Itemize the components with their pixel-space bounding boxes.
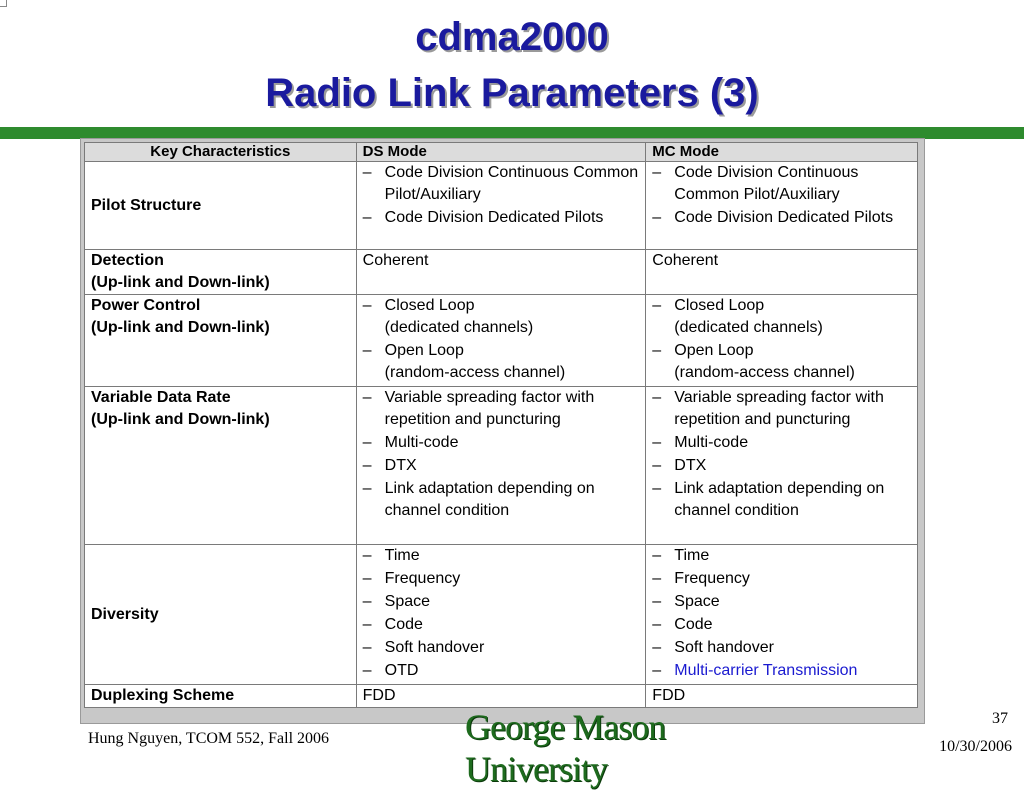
list-item-text: Soft handover [384,639,485,656]
list-item-subtext: (dedicated channels) [384,319,534,336]
dash-bullet: – [652,662,662,679]
dash-bullet: – [362,457,372,474]
list-item [652,478,911,522]
list-item [363,545,640,567]
header-key-characteristics: Key Characteristics [85,143,357,162]
ds-cell [356,295,646,387]
dash-bullet: – [362,342,372,359]
list-item [363,660,640,682]
mc-cell [646,545,918,685]
row-label-line: Power Control [91,297,201,314]
list-item [652,545,911,567]
dash-bullet: – [652,457,662,474]
list-item [652,637,911,659]
list-item-text: Time [674,547,710,564]
list-item-text: Code Division Continuous Common Pilot/Auxiliary [674,164,859,203]
header-mc-mode: MC Mode [646,143,918,162]
dash-bullet: – [362,389,372,406]
dash-bullet: – [652,616,662,633]
slide-title-line2: Radio Link Parameters (3) [265,71,759,115]
list-item [363,340,640,384]
list-item [652,387,911,431]
list-item-subtext: (random-access channel) [384,364,566,381]
mc-cell [646,387,918,545]
ds-cell: FDD [356,685,646,708]
list-item [652,591,911,613]
row-label-line: Detection [91,252,164,269]
mc-cell [646,162,918,250]
dash-bullet: – [362,209,372,226]
table-row [85,685,918,708]
row-label-line: (Up-link and Down-link) [91,274,270,291]
list-item [363,207,640,229]
list-item-text: OTD [384,662,419,679]
dash-bullet: – [652,547,662,564]
list-item-text: Code [384,616,423,633]
row-label-line: (Up-link and Down-link) [91,319,270,336]
dash-bullet: – [362,297,372,314]
list-item-text: Code [674,616,713,633]
list-item-subtext: (random-access channel) [674,364,855,381]
dash-bullet: – [652,593,662,610]
row-label-line: Variable Data Rate [91,389,231,406]
list-item [652,455,911,477]
list-item-text: Space [384,593,431,610]
list-item-text: Closed Loop [384,297,475,314]
table-row [85,162,918,250]
list-item-subtext: (dedicated channels) [674,319,823,336]
ds-cell [356,387,646,545]
row-label [85,685,357,708]
dash-bullet: – [652,209,662,226]
list-item-text: Frequency [674,570,750,587]
corner-mark [0,0,7,7]
list-item-text: Multi-code [674,434,749,451]
mc-cell: Coherent [646,250,918,295]
list-item-text: DTX [384,457,417,474]
list-item [652,660,911,682]
list-item [363,478,640,522]
dash-bullet: – [362,434,372,451]
dash-bullet: – [362,570,372,587]
dash-bullet: – [652,389,662,406]
row-label-line: Duplexing Scheme [91,687,235,704]
list-item-text: Code Division Dedicated Pilots [674,209,894,226]
dash-bullet: – [652,342,662,359]
list-item-text: Time [384,547,420,564]
table-row [85,250,918,295]
list-item [363,162,640,206]
list-item [652,162,911,206]
mc-cell [646,295,918,387]
ds-cell [356,162,646,250]
row-label-line: Pilot Structure [91,196,202,214]
table-header-row [85,143,918,162]
list-item [363,591,640,613]
row-label [85,545,357,685]
list-item [363,295,640,339]
row-label [85,250,357,295]
dash-bullet: – [652,570,662,587]
list-item-text: Open Loop [384,342,464,359]
dash-bullet: – [362,480,372,497]
list-item-text: Frequency [384,570,461,587]
list-item [363,432,640,454]
list-item [363,637,640,659]
list-item-text: Code Division Continuous Common Pilot/Auxiliary [384,164,639,203]
list-item [363,387,640,431]
list-item [652,568,911,590]
list-item [363,568,640,590]
list-item-text: DTX [674,457,707,474]
row-label [85,295,357,387]
list-item [652,432,911,454]
dash-bullet: – [362,593,372,610]
slide-title-line1: cdma2000 [415,15,609,59]
page-number: 37 [992,710,1008,727]
list-item-text: Soft handover [674,639,774,656]
list-item-text: Closed Loop [674,297,765,314]
list-item [363,455,640,477]
list-item-text: Variable spreading factor with repetition and puncturing [674,389,884,428]
footer-date: 10/30/2006 [939,738,1012,755]
table-row [85,545,918,685]
header-ds-mode: DS Mode [356,143,646,162]
table-row [85,387,918,545]
list-item [363,614,640,636]
list-item [652,207,911,229]
dash-bullet: – [362,662,372,679]
list-item-text: Open Loop [674,342,754,359]
dash-bullet: – [652,297,662,314]
list-item-text: Multi-carrier Transmission [674,662,858,679]
list-item-text: Space [674,593,720,610]
list-item-text: Code Division Dedicated Pilots [384,209,604,226]
list-item-text: Multi-code [384,434,459,451]
row-label [85,162,357,250]
dash-bullet: – [652,164,662,181]
ds-cell [356,545,646,685]
dash-bullet: – [652,480,662,497]
dash-bullet: – [652,434,662,451]
list-item-text: Link adaptation depending on channel condition [384,480,595,519]
row-label-line: (Up-link and Down-link) [91,411,270,428]
university-logo: George Mason University [465,707,666,789]
ds-cell: Coherent [356,250,646,295]
table-row [85,295,918,387]
row-label [85,387,357,545]
dash-bullet: – [652,639,662,656]
list-item [652,614,911,636]
list-item-text: Link adaptation depending on channel condition [674,480,885,519]
dash-bullet: – [362,164,372,181]
list-item [652,340,911,384]
radio-link-parameters-table [84,142,918,708]
list-item [652,295,911,339]
mc-cell: FDD [646,685,918,708]
dash-bullet: – [362,547,372,564]
row-label-line: Diversity [91,605,159,623]
dash-bullet: – [362,616,372,633]
list-item-text: Variable spreading factor with repetition and puncturing [384,389,595,428]
footer-author: Hung Nguyen, TCOM 552, Fall 2006 [88,730,330,747]
dash-bullet: – [362,639,372,656]
